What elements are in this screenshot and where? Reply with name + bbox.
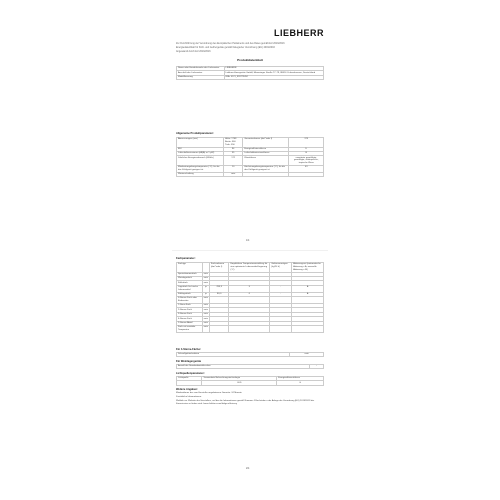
table-row: 3-Sterne-Fach nein bbox=[177, 312, 324, 316]
table-header-row: Fachtyp Fachvolumen (dm³ oder l) Empfohlene Temperatureinstellung für eine optimierte Lebensmittel-lagerung (°C) Gefriervermögen (kg/24 h) Abtauungsart (automatische Abtauung = A, manuelle Abtauung = M) bbox=[177, 263, 324, 273]
table-row: EEI 94 Energieeffizienzklasse D bbox=[177, 147, 324, 151]
page-number: 2/4 bbox=[246, 467, 250, 470]
table-row: 1-Stern-Fach nein bbox=[177, 304, 324, 308]
light-source-title: Lichtquellenparameter: bbox=[176, 372, 205, 375]
table-row: 0-Sterne-Fach oder Eisbereiter nein bbox=[177, 297, 324, 304]
page-title: Produktdatenblatt bbox=[237, 58, 263, 62]
supplier-table bbox=[176, 66, 324, 80]
light-source-table bbox=[176, 376, 324, 386]
general-params-table bbox=[176, 137, 324, 177]
table-row: 4-Sterne-Fach nein bbox=[177, 317, 324, 321]
table-row: Kellerfach nein bbox=[177, 281, 324, 285]
general-params-title: Allgemeine Produktparameter: bbox=[176, 132, 214, 135]
table-row: LED G bbox=[177, 381, 324, 385]
liebherr-logo: LIEBHERR bbox=[273, 28, 324, 38]
table-row: Weinlagerfach nein bbox=[177, 276, 324, 280]
compartment-table bbox=[176, 262, 324, 333]
info-line: Zusätzliche Informationen: bbox=[176, 396, 202, 398]
regulation-line: Angewandt durch EU 2019/2016 bbox=[176, 50, 211, 53]
datasheet-page-1 bbox=[172, 12, 328, 242]
table-row: Abmessungen (mm) Höhe: 1768 Breite: 560 Tiefe: 550 Gesamtvolumen (dm³ oder l) 375 bbox=[177, 138, 324, 148]
table-row: Modellkennung IRBc 5121_993779452 bbox=[177, 75, 324, 79]
regulation-line: Zur Durchführung der Verordnung des Europäischen Parlaments und des Rates gemäß EU 2019/2016 bbox=[176, 42, 285, 45]
table-row: Fach mit variabler Temperatur nein bbox=[177, 325, 324, 332]
four-star-title: Für 4-Sterne-Fächer bbox=[176, 348, 201, 351]
compartment-section-title: Fachparameter: bbox=[176, 257, 196, 260]
table-row: 2-Sterne-Fach nein bbox=[177, 308, 324, 312]
table-row: Mindestumgebungstemperatur (°C), für die das Kühlgerät geeignet ist 10 Höchstumgebungstemperatur (°C), für die das Kühlgerät geeignet ist 43 bbox=[177, 165, 324, 172]
info-title: Weitere Angaben: bbox=[176, 388, 198, 391]
table-row: Jährlicher Energieverbrauch (kWh/a) 172 Klimaklasse erweiterte gemäßigte, gemäßigte, subtropische, tropische Klima bbox=[177, 156, 324, 166]
table-row: Schnellgefrierfunktion nein bbox=[177, 353, 324, 357]
table-row: Anschrift des Lieferanten Liebherr-Hausgeräte GmbH, Memminger Straße 77–79, 88416 Ochsenhausen, Deutschland bbox=[177, 71, 324, 75]
info-line: Mindestdauer der vom Hersteller angebotenen Garantie: 24 Monate bbox=[176, 392, 242, 394]
table-row: Speisekammerfach nein bbox=[177, 272, 324, 276]
table-row: Lagerfach für frische Lebensmittel ja 295,3 5 - A bbox=[177, 285, 324, 292]
table-header-row: Lichtquelle Verwendete Beleuchtungstechnologie Energieeffizienzklasse bbox=[177, 377, 324, 381]
table-row: Winterschaltung nein bbox=[177, 172, 324, 176]
table-row: 2-Sterne-Abteil nein bbox=[177, 321, 324, 325]
regulation-line: Energiedatenblatt für Kühl- und Gefriergeräte gemäß Delegierter Verordnung (EU) 2019/2016 bbox=[176, 46, 275, 49]
page-number: 1/4 bbox=[246, 239, 250, 242]
wine-table bbox=[176, 364, 324, 369]
table-row: Name oder Handelsmarke des Lieferanten LIEBHERR bbox=[177, 67, 324, 71]
info-line: Weblink zur Website des Herstellers, auf der die Informationen gemäß Nummer 4 Buchstabe a der Anlage der Verordnung (EU) 2019/2019 der Kommission zu finden sind: home.liebherr.com/fridge-efficiency bbox=[176, 400, 315, 405]
table-row: Kaltlagerfach ja 80,0 0 - A bbox=[177, 292, 324, 296]
datasheet-page-2 bbox=[172, 250, 328, 470]
four-star-table bbox=[176, 352, 324, 357]
table-row: Anzahl der Standardweinflaschen - bbox=[177, 365, 324, 369]
wine-title: Für Weinlagergeräte bbox=[176, 360, 202, 363]
table-row: Luftschallemissionen (dB(A) re 1 pW) 35 Luftschallemissionsklasse B bbox=[177, 151, 324, 155]
